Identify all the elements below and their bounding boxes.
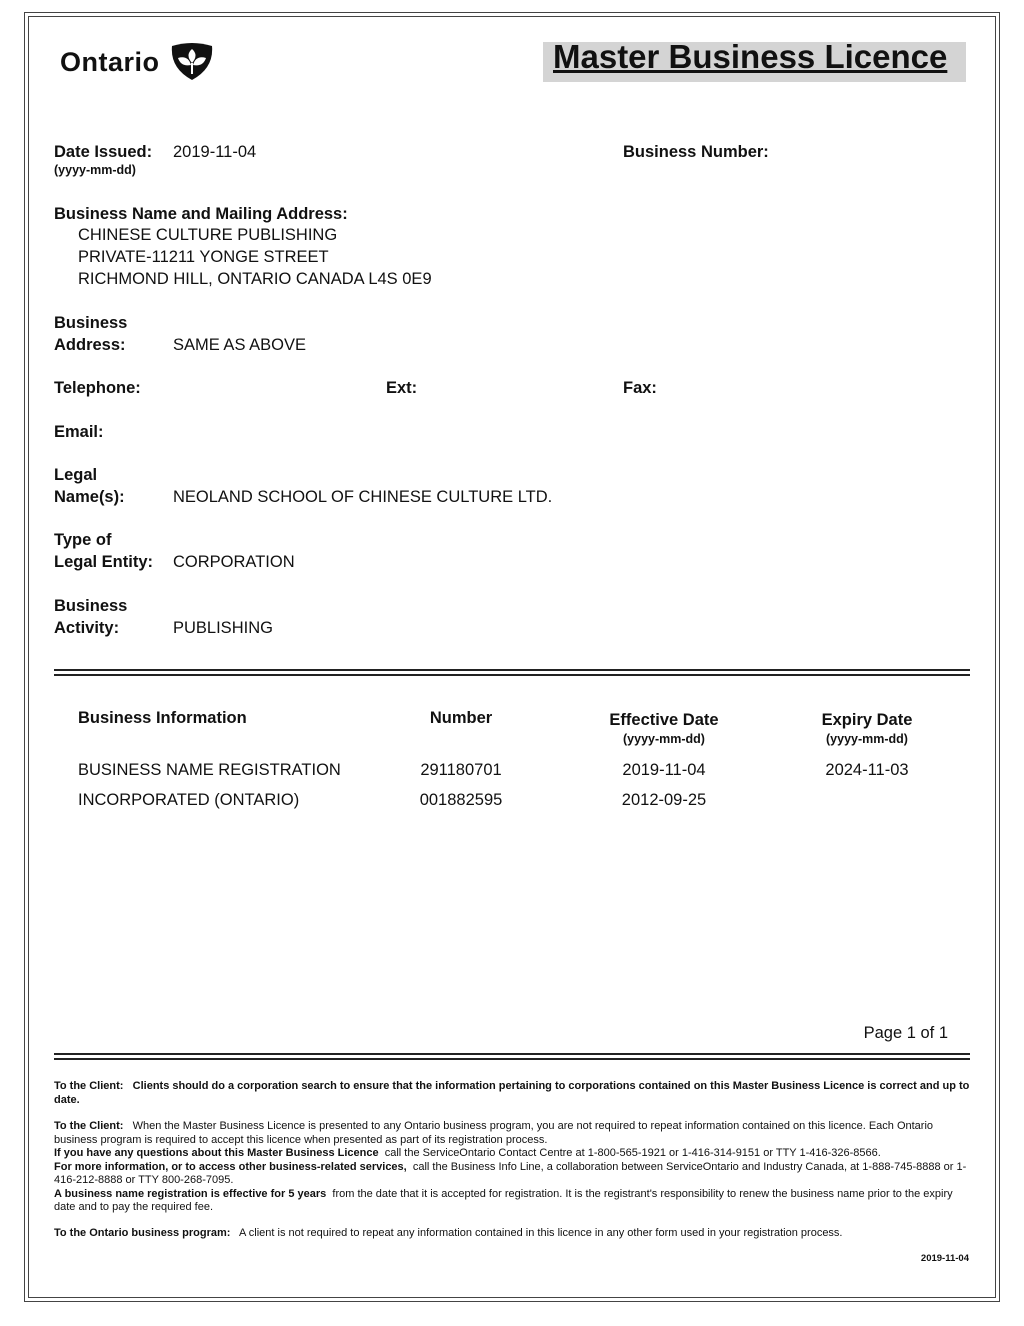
row1-expiry: 2024-11-03	[825, 761, 909, 779]
business-address-label-2: Address:	[54, 336, 126, 354]
page-indicator: Page 1 of 1	[863, 1024, 948, 1042]
legal-name-label-2: Name(s):	[54, 488, 125, 506]
row1-number: 291180701	[420, 761, 502, 779]
note-2	[54, 1120, 970, 1147]
entity-label-2: Legal Entity:	[54, 553, 154, 571]
divider-top-1	[54, 669, 970, 671]
date-format-hint: (yyyy-mm-dd)	[54, 163, 136, 177]
address-line-3: RICHMOND HILL, ONTARIO CANADA L4S 0E9	[78, 270, 432, 288]
activity-value: PUBLISHING	[173, 619, 273, 637]
note-corporation-search	[54, 1080, 970, 1107]
divider-top-2	[54, 674, 970, 676]
note-3-text: call the ServiceOntario Contact Centre at 1-800-565-1921 or 1-416-314-9151 or TTY 1-416-326-8566.	[384, 1147, 881, 1159]
divider-bottom-2	[54, 1058, 970, 1060]
note-2-label: To the Client:	[54, 1120, 124, 1132]
date-issued-value: 2019-11-04	[173, 143, 257, 161]
note-4-text: call the Business Info Line, a collaboration between ServiceOntario and Industry Canada, at 1-888-745-8888 or 1-416-212-8888 or TTY 800-268-7095.	[54, 1160, 967, 1186]
date-issued-label: Date Issued:	[54, 143, 153, 161]
col-header-effective: Effective Date	[609, 711, 719, 729]
row1-info: BUSINESS NAME REGISTRATION	[78, 761, 341, 779]
row2-number: 001882595	[419, 791, 503, 809]
fax-label: Fax:	[623, 379, 657, 397]
name-address-label: Business Name and Mailing Address:	[54, 205, 348, 223]
activity-label-1: Business	[54, 597, 128, 615]
ext-label: Ext:	[386, 379, 418, 397]
ontario-logo	[60, 42, 216, 82]
note-5-text: from the date that it is accepted for registration. It is the registrant's responsibility to renew the business name prior to the expiry date and to pay the required fee.	[54, 1187, 953, 1213]
legal-name-value: NEOLAND SCHOOL OF CHINESE CULTURE LTD.	[173, 488, 553, 506]
note-4	[54, 1161, 970, 1188]
note-4-label: For more information, or to access other business-related services,	[54, 1160, 407, 1173]
note-2-text: When the Master Business Licence is presented to any Ontario business program, you are not required to repeat information contained on this licence. Each Ontario business program is required to accept this licence when presented as part of its registration process.	[54, 1120, 934, 1146]
row1-effective: 2019-11-04	[622, 761, 706, 779]
telephone-label: Telephone:	[54, 379, 141, 397]
row2-info: INCORPORATED (ONTARIO)	[78, 791, 300, 809]
note-business-program	[54, 1227, 970, 1241]
col-header-effective-format: (yyyy-mm-dd)	[623, 732, 705, 746]
business-address-label-1: Business	[54, 314, 128, 332]
legal-name-label-1: Legal	[54, 466, 98, 484]
col-header-expiry: Expiry Date	[821, 711, 913, 729]
business-address-value: SAME AS ABOVE	[173, 336, 306, 354]
note-6-label: To the Ontario business program:	[54, 1227, 231, 1239]
activity-label-2: Activity:	[54, 619, 120, 637]
note-client-info	[54, 1120, 970, 1215]
address-line-1: CHINESE CULTURE PUBLISHING	[78, 226, 338, 244]
note-6-text: A client is not required to repeat any information contained in this licence in any other form used in your registration process.	[239, 1227, 843, 1239]
email-label: Email:	[54, 423, 104, 441]
business-number-label: Business Number:	[623, 143, 769, 161]
note-1-text: Clients should do a corporation search to ensure that the information pertaining to corporations contained on this Master Business Licence is correct and up to date.	[54, 1080, 970, 1106]
logo-wordmark: Ontario	[60, 46, 160, 77]
footer-date: 2019-11-04	[920, 1253, 969, 1264]
trillium-icon	[168, 42, 216, 82]
row2-effective: 2012-09-25	[621, 791, 707, 809]
divider-bottom-1	[54, 1053, 970, 1055]
note-1-label: To the Client:	[54, 1080, 124, 1092]
col-header-expiry-format: (yyyy-mm-dd)	[826, 732, 908, 746]
note-5-label: A business name registration is effective for 5 years	[54, 1187, 327, 1200]
col-header-info: Business Information	[78, 709, 247, 727]
col-header-number: Number	[429, 709, 493, 727]
note-3	[54, 1147, 970, 1161]
document-title: Master Business Licence	[553, 38, 948, 75]
address-line-2: PRIVATE-11211 YONGE STREET	[78, 248, 329, 266]
note-3-label: If you have any questions about this Master Business Licence	[54, 1147, 379, 1159]
note-5	[54, 1188, 970, 1215]
entity-label-1: Type of	[54, 531, 112, 549]
entity-value: CORPORATION	[173, 553, 295, 571]
